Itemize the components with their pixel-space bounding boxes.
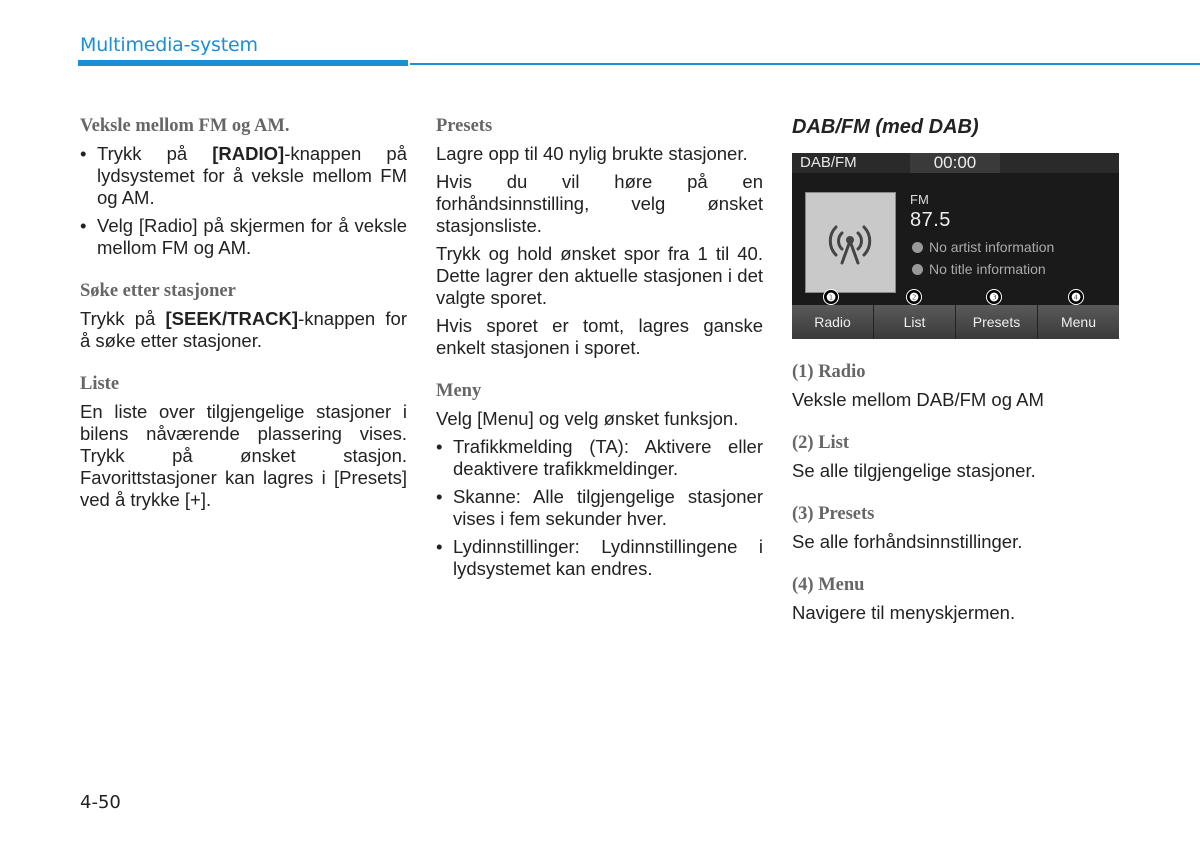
bullet-item: • Skanne: Alle tilgjengelige stasjoner vises i fem sekunder hver. <box>436 486 763 530</box>
desc-radio <box>792 362 1122 411</box>
radio-button[interactable]: Radio <box>792 305 874 339</box>
callout-2: ❷ <box>906 289 922 305</box>
section-switch-fm-am <box>80 116 407 259</box>
paragraph: Hvis du vil høre på en forhåndsinnstilling, velg ønsket stasjonsliste. <box>436 171 763 236</box>
section-list <box>80 374 407 511</box>
radio-antenna-art <box>805 192 896 293</box>
desc-menu <box>792 575 1122 624</box>
header-rule-thin <box>410 63 1200 65</box>
section-presets <box>436 116 763 359</box>
person-icon <box>912 242 923 253</box>
heading: Liste <box>80 374 120 394</box>
heading: (4) Menu <box>792 575 865 595</box>
page-number: 4-50 <box>80 792 121 813</box>
screen-band: FM <box>910 192 929 207</box>
menu-button[interactable]: Menu <box>1038 305 1119 339</box>
paragraph: Se alle forhåndsinnstillinger. <box>792 531 1023 552</box>
title-info: No title information <box>912 261 1046 277</box>
desc-list <box>792 433 1122 482</box>
column-1 <box>80 116 407 533</box>
heading: (3) Presets <box>792 504 875 524</box>
column-3 <box>792 116 1122 153</box>
list-button[interactable]: List <box>874 305 956 339</box>
paragraph: Veksle mellom DAB/FM og AM <box>792 389 1044 410</box>
music-note-icon <box>912 264 923 275</box>
dab-fm-title: DAB/FM (med DAB) <box>792 116 979 138</box>
heading: (1) Radio <box>792 362 866 382</box>
callout-4: ❹ <box>1068 289 1084 305</box>
paragraph: En liste over tilgjengelige stasjoner i bilens nåværende plassering vises. Trykk på ønsket stasjon. Favorittstasjoner kan lagres i [Presets] ved å trykke [+]. <box>80 401 407 510</box>
section-menu <box>436 381 763 580</box>
bullet-item: • Velg [Radio] på skjermen for å veksle mellom FM og AM. <box>80 215 407 259</box>
bullet-item: • Lydinnstillinger: Lydinnstillingene i lydsystemet kan endres. <box>436 536 763 580</box>
callout-1: ❶ <box>823 289 839 305</box>
radio-screen-illustration <box>792 153 1119 339</box>
presets-button[interactable]: Presets <box>956 305 1038 339</box>
paragraph: Lagre opp til 40 nylig brukte stasjoner. <box>436 143 748 164</box>
paragraph: Hvis sporet er tomt, lagres ganske enkelt stasjonen i sporet. <box>436 315 763 358</box>
section-title: Multimedia-system <box>80 34 258 56</box>
paragraph: Se alle tilgjengelige stasjoner. <box>792 460 1036 481</box>
button-descriptions <box>792 362 1122 646</box>
screen-clock: 00:00 <box>910 153 1000 173</box>
screen-frequency: 87.5 <box>910 209 951 231</box>
screen-mode-label: DAB/FM <box>800 154 857 171</box>
paragraph: Velg [Menu] og velg ønsket funksjon. <box>436 408 739 429</box>
bullet-item: • Trafikkmelding (TA): Aktivere eller deaktivere trafikkmeldinger. <box>436 436 763 480</box>
heading: Søke etter stasjoner <box>80 281 236 301</box>
antenna-icon <box>824 215 876 267</box>
artist-info: No artist information <box>912 239 1054 255</box>
column-2 <box>436 116 763 602</box>
heading: Veksle mellom FM og AM. <box>80 116 290 136</box>
section-search-stations <box>80 281 407 352</box>
heading: (2) List <box>792 433 850 453</box>
screen-button-bar <box>792 305 1119 339</box>
paragraph: Trykk og hold ønsket spor fra 1 til 40. Dette lagrer den aktuelle stasjonen i det valgte sporet. <box>436 243 763 308</box>
bullet-item: • Trykk på [RADIO]-knappen på lydsystemet for å veksle mellom FM og AM. <box>80 143 407 209</box>
paragraph: Trykk på [SEEK/TRACK]-knappen for å søke etter stasjoner. <box>80 308 407 351</box>
heading: Meny <box>436 381 482 401</box>
paragraph: Navigere til menyskjermen. <box>792 602 1016 623</box>
callout-3: ❸ <box>986 289 1002 305</box>
header-rule-thick <box>78 60 408 66</box>
heading: Presets <box>436 116 493 136</box>
desc-presets <box>792 504 1122 553</box>
